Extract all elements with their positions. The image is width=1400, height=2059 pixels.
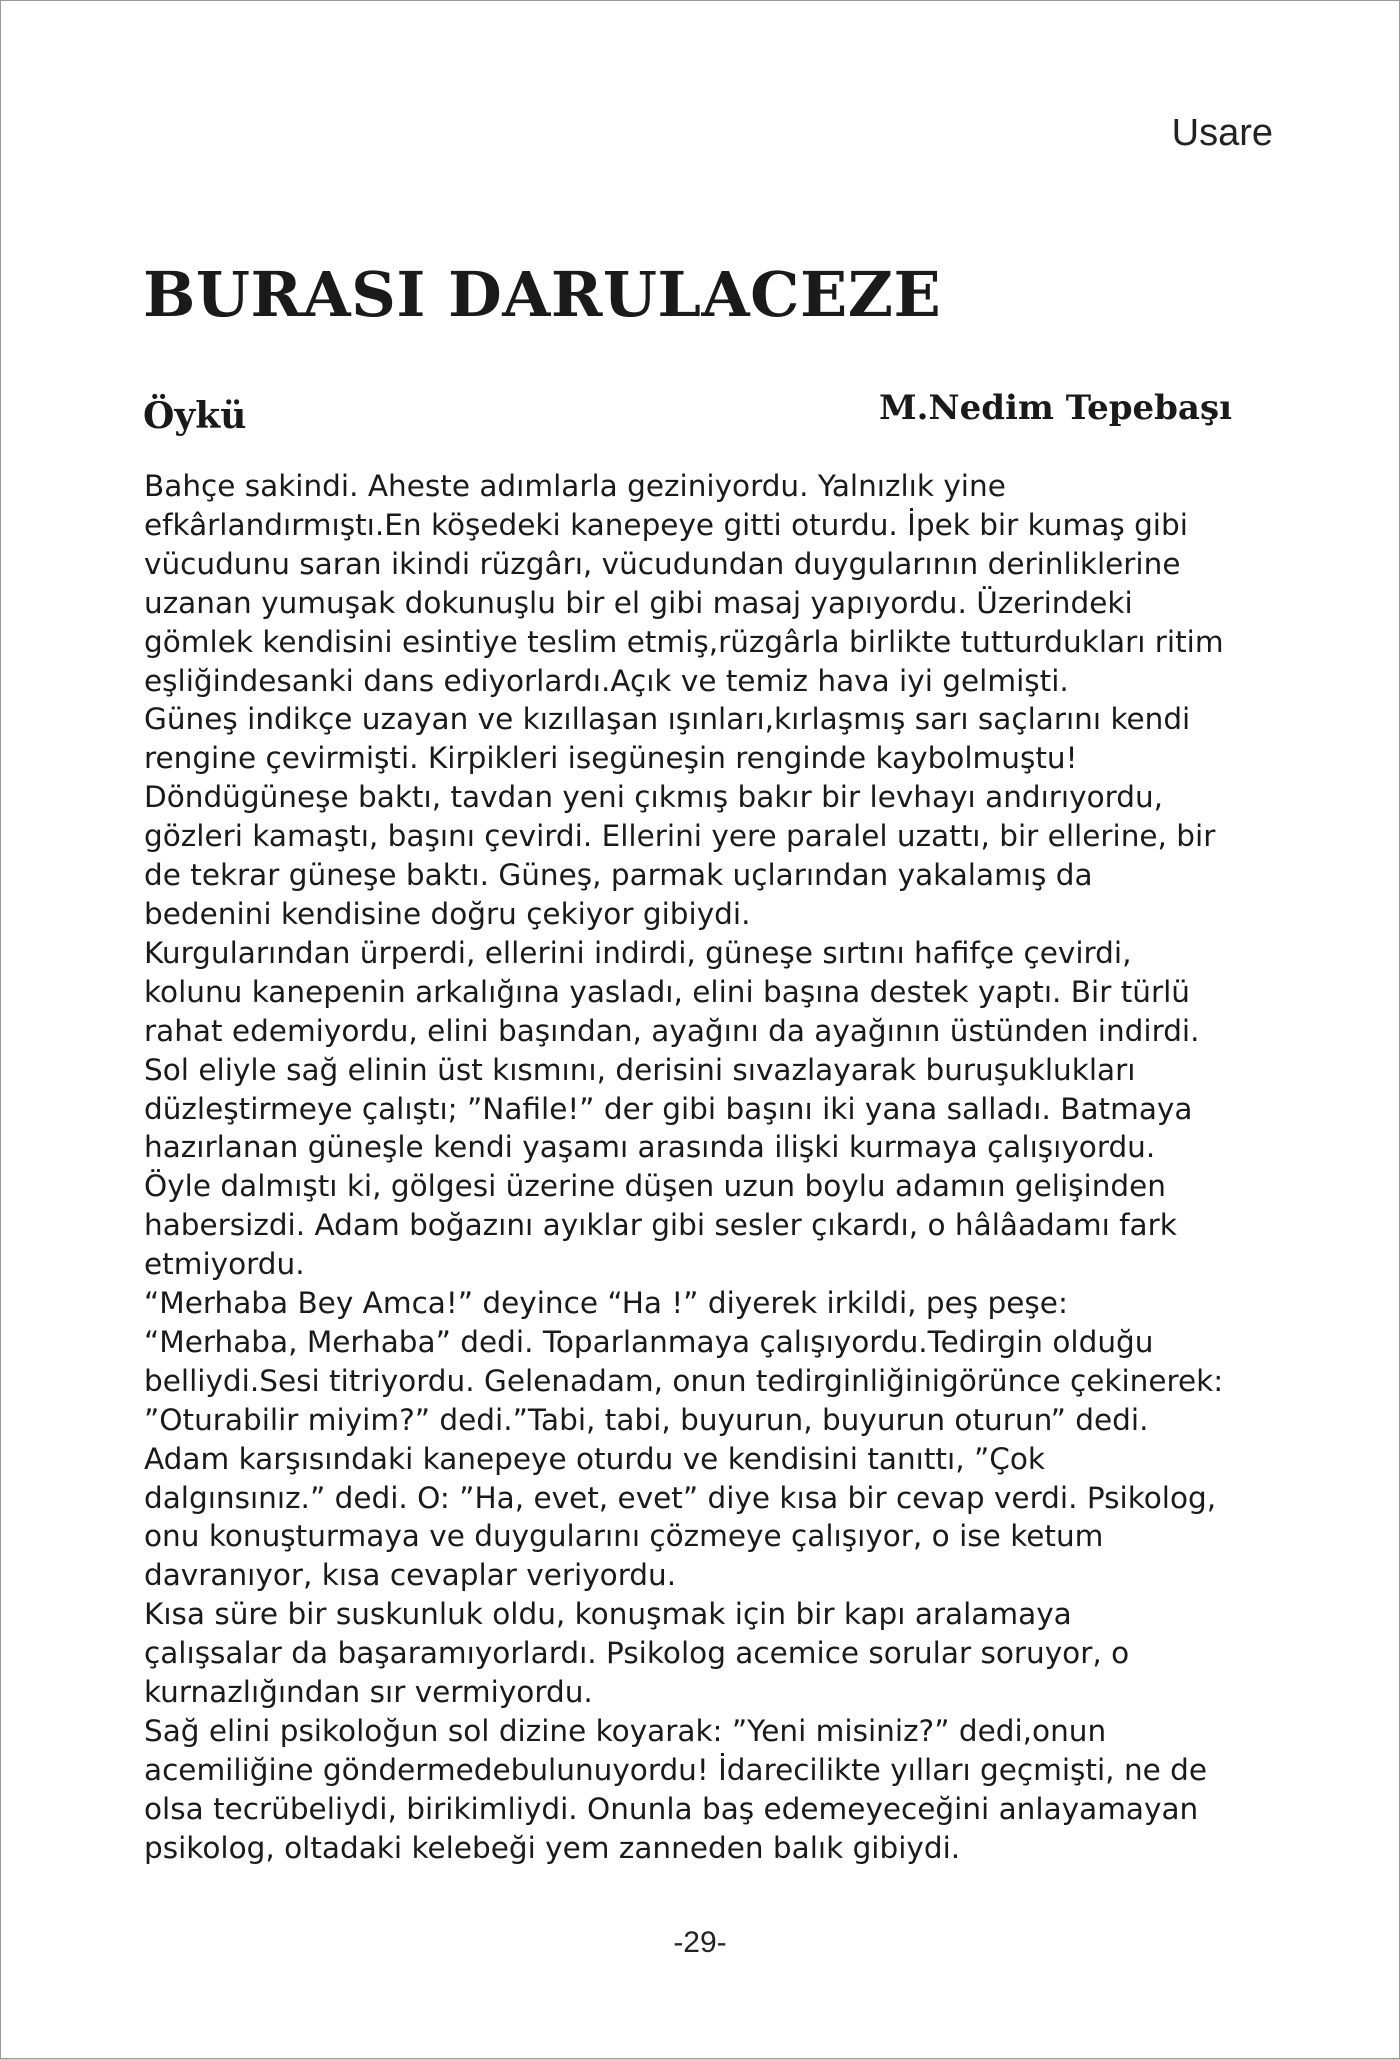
body-line: Adam karşısındaki kanepeye oturdu ve kendisini tanıttı, ”Çok — [144, 1441, 1045, 1476]
body-line: de tekrar güneşe baktı. Güneş, parmak uçlarından yakalamış da — [144, 858, 1093, 893]
body-line: Döndügüneşe baktı, tavdan yeni çıkmış bakır bir levhayı andırıyordu, — [144, 780, 1164, 815]
body-line: belliydi.Sesi titriyordu. Gelenadam, onun tedirginliğinigörünce çekinerek: — [144, 1363, 1224, 1398]
body-line: Sol eliyle sağ elinin üst kısmını, derisini sıvazlayarak buruşuklukları — [144, 1052, 1136, 1087]
body-line: “Merhaba Bey Amca!” deyince “Ha !” diyerek irkildi, peş peşe: — [144, 1286, 1068, 1321]
body-line: gözleri kamaştı, başını çevirdi. Ellerini yere paralel uzattı, bir ellerine, bir — [144, 819, 1216, 854]
body-line: Bahçe sakindi. Aheste adımlarla geziniyordu. Yalnızlık yine — [144, 469, 1006, 503]
body-line: efkârlandırmıştı.En köşedeki kanepeye gitti oturdu. İpek bir kumaş gibi — [144, 507, 1188, 542]
body-line: ”Oturabilir miyim?” dedi.”Tabi, tabi, buyurun, buyurun oturun” dedi. — [144, 1402, 1149, 1437]
article-title: BURASI DARULACEZE — [143, 258, 942, 331]
body-line: vücudunu saran ikindi rüzgârı, vücudundan duygularının derinliklerine — [144, 546, 1181, 581]
body-line: kolunu kanepenin arkalığına yasladı, elini başına destek yaptı. Bir türlü — [144, 974, 1190, 1009]
body-line: Kurgularından ürperdi, ellerini indirdi, güneşe sırtını hafifçe çevirdi, — [144, 935, 1132, 970]
running-header: Usare — [1171, 112, 1273, 154]
body-line: dalgınsınız.” dedi. O: ”Ha, evet, evet” diye kısa bir cevap verdi. Psikolog, — [144, 1480, 1217, 1515]
body-line: davranıyor, kısa cevaplar veriyordu. — [144, 1558, 677, 1593]
body-line: rengine çevirmişti. Kirpikleri isegüneşin renginde kaybolmuştu! — [144, 741, 1078, 776]
body-line: kurnazlığından sır vermiyordu. — [144, 1675, 593, 1710]
body-line: acemiliğine göndermedebulunuyordu! İdarecilikte yılları geçmişti, ne de — [144, 1752, 1208, 1787]
body-line: Sağ elini psikoloğun sol dizine koyarak: ”Yeni misiniz?” dedi,onun — [144, 1714, 1107, 1748]
body-line: Güneş indikçe uzayan ve kızıllaşan ışınları,kırlaşmış sarı saçlarını kendi — [144, 702, 1191, 737]
body-line: onu konuşturmaya ve duygularını çözmeye çalışıyor, o ise ketum — [144, 1519, 1104, 1554]
body-line: hazırlanan güneşle kendi yaşamı arasında ilişki kurmaya çalışıyordu. — [144, 1130, 1156, 1165]
body-line: rahat edemiyordu, elini başından, ayağını da ayağının üstünden indirdi. — [144, 1013, 1200, 1048]
page-number: -29- — [673, 1926, 727, 1959]
body-line: Öyle dalmıştı ki, gölgesi üzerine düşen uzun boylu adamın gelişinden — [144, 1169, 1166, 1204]
body-line: “Merhaba, Merhaba” dedi. Toparlanmaya çalışıyordu.Tedirgin olduğu — [144, 1324, 1154, 1359]
body-line: gömlek kendisini esintiye teslim etmiş,rüzgârla birlikte tutturdukları ritim — [144, 624, 1224, 659]
article-genre: Öykü — [143, 395, 247, 437]
body-line: bedenini kendisine doğru çekiyor gibiydi. — [144, 896, 751, 931]
body-line: psikolog, oltadaki kelebeği yem zanneden balık gibiydi. — [144, 1830, 961, 1865]
body-line: habersizdi. Adam boğazını ayıklar gibi sesler çıkardı, o hâlâadamı fark — [144, 1208, 1177, 1243]
body-line: Kısa süre bir suskunluk oldu, konuşmak için bir kapı aralamaya — [144, 1597, 1072, 1632]
body-line: düzleştirmeye çalıştı; ”Nafile!” der gibi başını iki yana salladı. Batmaya — [144, 1091, 1193, 1126]
body-line: etmiyordu. — [144, 1247, 305, 1282]
article-body — [144, 467, 1254, 1868]
article-author: M.Nedim Tepebaşı — [879, 388, 1232, 428]
body-line: çalışsalar da başaramıyorlardı. Psikolog acemice sorular soruyor, o — [144, 1636, 1130, 1671]
body-line: olsa tecrübeliydi, birikimliydi. Onunla baş edemeyeceğini anlayamayan — [144, 1791, 1199, 1826]
body-line: eşliğindesanki dans ediyorlardı.Açık ve temiz hava iyi gelmişti. — [144, 663, 1069, 698]
body-line: uzanan yumuşak dokunuşlu bir el gibi masaj yapıyordu. Üzerindeki — [144, 585, 1133, 620]
